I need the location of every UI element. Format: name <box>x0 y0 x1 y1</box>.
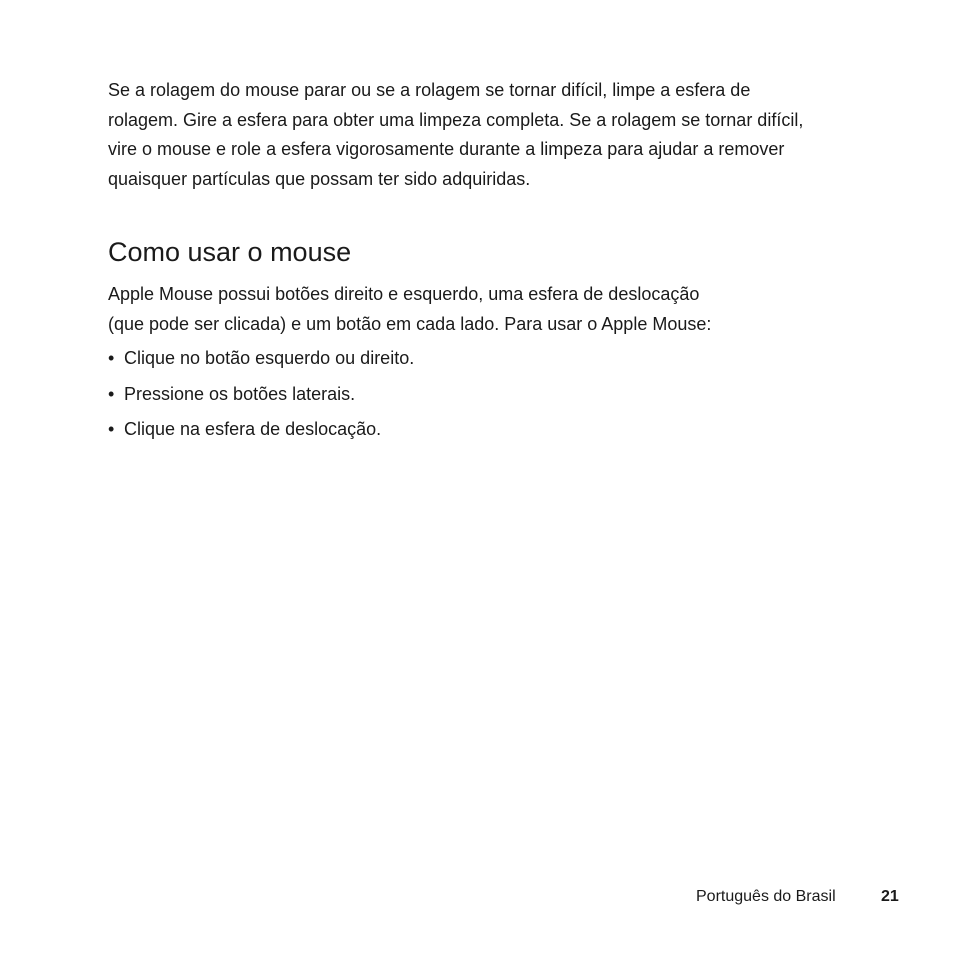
intro-line: rolagem. Gire a esfera para obter uma limpeza completa. Se a rolagem se tornar difícil, <box>108 109 804 130</box>
section-heading: Como usar o mouse <box>108 237 352 267</box>
intro-line: vire o mouse e role a esfera vigorosamente durante a limpeza para ajudar a remover <box>108 139 785 159</box>
bullet-icon: • <box>108 419 115 439</box>
intro-line: quaisquer partículas que possam ter sido adquiridas. <box>108 168 531 189</box>
list-item <box>108 344 414 380</box>
section-paragraph <box>108 280 711 339</box>
page-number: 21 <box>881 888 899 905</box>
list-item-text: Clique no botão esquerdo ou direito. <box>124 348 415 368</box>
list-item <box>108 380 414 416</box>
bullet-icon: • <box>108 383 115 404</box>
list-item-text: Pressione os botões laterais. <box>124 383 356 404</box>
section-paragraph-line: (que pode ser clicada) e um botão em cada lado. Para usar o Apple Mouse: <box>108 313 712 334</box>
bullet-list <box>108 344 414 451</box>
section-paragraph-line: Apple Mouse possui botões direito e esquerdo, uma esfera de deslocação <box>108 284 700 304</box>
bullet-icon: • <box>108 348 115 368</box>
intro-paragraph <box>108 76 878 194</box>
footer-language: Português do Brasil <box>696 888 836 905</box>
intro-line: Se a rolagem do mouse parar ou se a rolagem se tornar difícil, limpe a esfera de <box>108 80 751 100</box>
list-item <box>108 415 414 451</box>
list-item-text: Clique na esfera de deslocação. <box>124 419 382 439</box>
